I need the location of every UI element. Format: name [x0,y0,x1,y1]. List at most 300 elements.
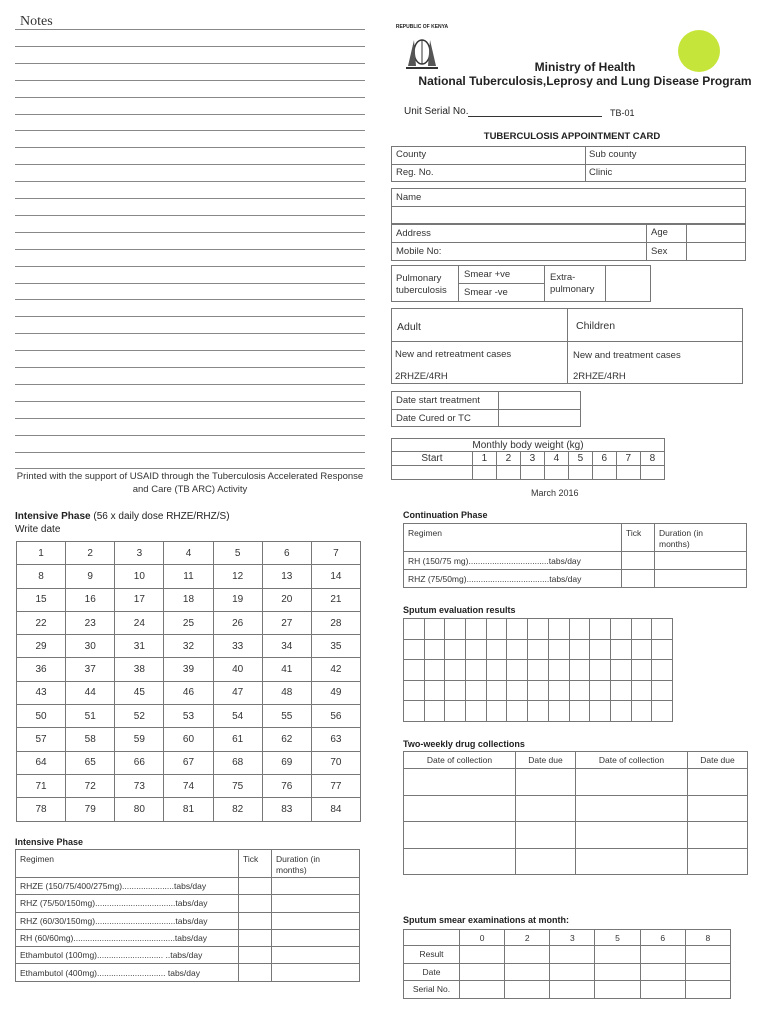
cont-regimen-name: RH (150/75 mg)..................................tabs/day [404,552,622,570]
weight-value-cell[interactable] [544,466,568,480]
mobile-field[interactable]: Mobile No: [396,246,442,257]
dose-day-cell[interactable]: 60 [164,728,213,751]
dose-day-cell[interactable]: 77 [311,774,360,797]
name-field[interactable]: Name [396,192,422,203]
dose-day-cell[interactable]: 59 [115,728,164,751]
sputum-cell[interactable] [569,639,590,660]
dose-day-cell[interactable]: 71 [17,774,66,797]
clinic-field[interactable]: Clinic [589,167,613,178]
regimen-tick-cell[interactable] [239,929,272,946]
note-line[interactable] [15,333,365,334]
dose-day-cell[interactable]: 73 [115,774,164,797]
dose-day-cell[interactable]: 45 [115,681,164,704]
sputum-cell[interactable] [569,680,590,701]
intensive-regimen-title: Intensive Phase [15,837,84,847]
printed-note [10,470,370,496]
smear-row-label: Result [404,946,460,964]
intensive-regimen-row [16,947,360,964]
drug-cell[interactable] [404,769,516,796]
drug-row [404,769,748,796]
sputum-cell[interactable] [445,701,466,722]
smear-cell[interactable] [685,946,730,964]
extra-pulmonary-option[interactable]: Extra- pulmonary [550,272,595,295]
dose-day-cell[interactable]: 65 [66,751,115,774]
dose-day-cell[interactable]: 42 [311,658,360,681]
regimen-duration-cell[interactable] [272,878,360,895]
weight-month-1: 1 [472,452,496,466]
sputum-cell[interactable] [590,639,611,660]
regimen-name: RH (60/60mg)...........................................tabs/day [16,929,239,946]
dose-day-cell[interactable]: 81 [164,798,213,821]
drug-cell[interactable] [575,822,687,849]
regimen-name: RHZE (150/75/400/275mg)......................tabs/day [16,878,239,895]
regimen-duration-cell[interactable] [272,895,360,912]
sputum-row [404,660,673,681]
sputum-cell[interactable] [569,619,590,640]
dose-day-cell[interactable]: 2 [66,542,115,565]
cont-tick-cell[interactable] [622,552,655,570]
sputum-cell[interactable] [590,701,611,722]
regimen-duration-cell[interactable] [272,947,360,964]
sputum-cell[interactable] [548,619,569,640]
drug-cell[interactable] [404,795,516,822]
weight-month-5: 5 [568,452,592,466]
sputum-cell[interactable] [486,619,507,640]
sputum-cell[interactable] [466,701,487,722]
dose-day-cell[interactable]: 25 [164,611,213,634]
note-line[interactable] [15,147,365,148]
smear-positive-option[interactable]: Smear +ve [464,269,511,280]
dose-day-cell[interactable]: 15 [17,588,66,611]
smear-cell[interactable] [550,946,595,964]
regimen-tick-cell[interactable] [239,878,272,895]
sputum-cell[interactable] [610,660,631,681]
sputum-cell[interactable] [424,639,445,660]
children-regimen[interactable]: 2RHZE/4RH [573,371,626,382]
smear-cell[interactable] [505,946,550,964]
sputum-cell[interactable] [652,680,673,701]
cont-col-tick: Tick [622,524,655,552]
dose-day-cell[interactable]: 66 [115,751,164,774]
smear-exam-table [403,929,731,999]
dose-day-cell[interactable]: 21 [311,588,360,611]
dose-day-cell[interactable]: 53 [164,705,213,728]
dose-day-cell[interactable]: 70 [311,751,360,774]
cont-tick-cell[interactable] [622,570,655,588]
drug-cell[interactable] [515,769,575,796]
smear-month-6: 6 [640,930,685,946]
dose-day-cell[interactable]: 72 [66,774,115,797]
dose-day-cell[interactable]: 82 [213,798,262,821]
sputum-cell[interactable] [486,660,507,681]
smear-cell[interactable] [595,981,640,999]
regimen-name: Ethambutol (400mg)............................. tabs/day [16,964,239,981]
dose-day-cell[interactable]: 43 [17,681,66,704]
dose-day-cell[interactable]: 13 [262,565,311,588]
sputum-cell[interactable] [445,619,466,640]
smear-cell[interactable] [550,981,595,999]
dose-row [17,542,361,565]
county-field[interactable]: County [396,149,427,160]
note-line[interactable] [15,418,365,419]
note-line[interactable] [15,299,365,300]
sputum-cell[interactable] [528,680,549,701]
dose-day-cell[interactable]: 11 [164,565,213,588]
sputum-cell[interactable] [486,680,507,701]
dose-day-cell[interactable]: 17 [115,588,164,611]
printed-note-line1: Printed with the support of USAID through the Tuberculosis Accelerated Response [16,471,364,482]
smear-cell[interactable] [640,981,685,999]
sputum-cell[interactable] [590,680,611,701]
note-line[interactable] [15,266,365,267]
drug-cell[interactable] [687,769,747,796]
adult-cases: New and retreatment cases [395,349,512,360]
dose-day-cell[interactable]: 39 [164,658,213,681]
sputum-cell[interactable] [466,639,487,660]
dose-day-cell[interactable]: 56 [311,705,360,728]
sputum-cell[interactable] [590,619,611,640]
dose-day-cell[interactable]: 48 [262,681,311,704]
sputum-cell[interactable] [631,639,652,660]
sputum-cell[interactable] [404,660,425,681]
sputum-cell[interactable] [424,680,445,701]
sputum-cell[interactable] [507,660,528,681]
note-line[interactable] [15,435,365,436]
sputum-cell[interactable] [404,701,425,722]
note-line[interactable] [15,452,365,453]
drug-cell[interactable] [687,848,747,875]
dose-day-cell[interactable]: 14 [311,565,360,588]
dose-day-cell[interactable]: 28 [311,611,360,634]
dose-day-cell[interactable]: 84 [311,798,360,821]
dose-row [17,635,361,658]
sputum-cell[interactable] [631,680,652,701]
dose-day-cell[interactable]: 61 [213,728,262,751]
note-line[interactable] [15,316,365,317]
dose-day-cell[interactable]: 27 [262,611,311,634]
dose-day-cell[interactable]: 54 [213,705,262,728]
dose-day-cell[interactable]: 20 [262,588,311,611]
program-name: National Tuberculosis,Leprosy and Lung Disease Program [418,74,752,88]
sputum-cell[interactable] [486,701,507,722]
regimen-duration-cell[interactable] [272,964,360,981]
adult-label: Adult [397,321,421,333]
weight-start-cell[interactable]: Start [392,452,473,466]
cont-duration-cell[interactable] [655,552,747,570]
regimen-tick-cell[interactable] [239,947,272,964]
dose-day-cell[interactable]: 69 [262,751,311,774]
continuation-table [403,523,747,588]
drug-cell[interactable] [515,848,575,875]
cont-col-duration: Duration (in months) [655,524,747,552]
weight-value-cell[interactable] [640,466,664,480]
sputum-row [404,701,673,722]
sputum-cell[interactable] [528,619,549,640]
smear-cell[interactable] [640,946,685,964]
note-line[interactable] [15,114,365,115]
dose-day-cell[interactable]: 41 [262,658,311,681]
adult-regimen[interactable]: 2RHZE/4RH [395,371,448,382]
dose-day-cell[interactable]: 40 [213,658,262,681]
smear-cell[interactable] [640,963,685,981]
reg-no-field[interactable]: Reg. No. [396,167,434,178]
sputum-cell[interactable] [652,660,673,681]
dose-day-cell[interactable]: 49 [311,681,360,704]
weight-value-cell[interactable] [472,466,496,480]
printed-note-line2: and Care (TB ARC) Activity [132,484,248,495]
dose-day-cell[interactable]: 22 [17,611,66,634]
smear-row [404,946,731,964]
smear-negative-option[interactable]: Smear -ve [464,287,508,298]
dose-day-cell[interactable]: 16 [66,588,115,611]
sputum-cell[interactable] [528,701,549,722]
dose-day-cell[interactable]: 57 [17,728,66,751]
dose-day-cell[interactable]: 68 [213,751,262,774]
dose-day-cell[interactable]: 5 [213,542,262,565]
note-line[interactable] [15,249,365,250]
dose-day-cell[interactable]: 67 [164,751,213,774]
dose-day-cell[interactable]: 4 [164,542,213,565]
smear-cell[interactable] [460,946,505,964]
address-field[interactable]: Address [396,228,431,239]
note-line[interactable] [15,63,365,64]
dose-day-cell[interactable]: 58 [66,728,115,751]
intensive-regimen-row [16,929,360,946]
sputum-cell[interactable] [466,619,487,640]
regimen-duration-cell[interactable] [272,912,360,929]
sputum-cell[interactable] [610,680,631,701]
sputum-cell[interactable] [507,701,528,722]
intensive-regimen-row [16,912,360,929]
drug-cell[interactable] [575,769,687,796]
sputum-cell[interactable] [507,680,528,701]
dose-day-cell[interactable]: 29 [17,635,66,658]
dose-day-cell[interactable]: 8 [17,565,66,588]
sputum-row [404,619,673,640]
date-start-field[interactable]: Date start treatment [396,395,480,406]
note-line[interactable] [15,97,365,98]
sputum-cell[interactable] [548,660,569,681]
pulmonary-label: Pulmonary tuberculosis [396,273,447,296]
dose-day-cell[interactable]: 9 [66,565,115,588]
dose-day-cell[interactable]: 37 [66,658,115,681]
sputum-cell[interactable] [445,680,466,701]
sputum-cell[interactable] [631,701,652,722]
sputum-cell[interactable] [652,619,673,640]
drug-collections-title: Two-weekly drug collections [403,739,525,749]
sputum-cell[interactable] [507,619,528,640]
sputum-cell[interactable] [404,619,425,640]
sputum-cell[interactable] [631,660,652,681]
sputum-cell[interactable] [404,680,425,701]
note-line[interactable] [15,46,365,47]
sex-field[interactable]: Sex [651,246,668,257]
weight-value-cell[interactable] [496,466,520,480]
note-line[interactable] [15,215,365,216]
dose-day-cell[interactable]: 80 [115,798,164,821]
cont-duration-cell[interactable] [655,570,747,588]
weight-value-cell[interactable] [616,466,640,480]
dose-day-cell[interactable]: 6 [262,542,311,565]
drug-cell[interactable] [687,822,747,849]
drug-cell[interactable] [687,795,747,822]
notes-title: Notes [20,14,53,29]
sputum-cell[interactable] [466,660,487,681]
dose-day-cell[interactable]: 50 [17,705,66,728]
dose-row [17,705,361,728]
sputum-cell[interactable] [528,660,549,681]
dose-day-cell[interactable]: 10 [115,565,164,588]
note-line[interactable] [15,384,365,385]
dose-day-cell[interactable]: 19 [213,588,262,611]
weight-value-cell[interactable] [392,466,473,480]
dose-day-cell[interactable]: 24 [115,611,164,634]
dose-day-cell[interactable]: 7 [311,542,360,565]
smear-cell[interactable] [460,963,505,981]
dose-day-cell[interactable]: 26 [213,611,262,634]
sputum-cell[interactable] [590,660,611,681]
dose-day-cell[interactable]: 63 [311,728,360,751]
smear-cell[interactable] [460,981,505,999]
drug-cell[interactable] [575,795,687,822]
drug-col-header: Date due [515,752,575,769]
sputum-cell[interactable] [445,639,466,660]
intensive-regimen-row [16,895,360,912]
dose-day-cell[interactable]: 1 [17,542,66,565]
sputum-cell[interactable] [569,660,590,681]
sputum-cell[interactable] [610,619,631,640]
drug-cell[interactable] [404,848,516,875]
dose-day-cell[interactable]: 12 [213,565,262,588]
dose-day-cell[interactable]: 51 [66,705,115,728]
regimen-name: RHZ (60/30/150mg)..................................tabs/day [16,912,239,929]
dose-day-cell[interactable]: 83 [262,798,311,821]
children-label: Children [576,320,616,332]
dose-day-cell[interactable]: 33 [213,635,262,658]
sputum-cell[interactable] [569,701,590,722]
dose-day-cell[interactable]: 46 [164,681,213,704]
sputum-cell[interactable] [466,680,487,701]
dose-day-cell[interactable]: 78 [17,798,66,821]
sputum-cell[interactable] [548,701,569,722]
smear-cell[interactable] [505,963,550,981]
dose-day-cell[interactable]: 62 [262,728,311,751]
date-cured-field[interactable]: Date Cured or TC [396,413,471,424]
dose-row [17,728,361,751]
dose-day-cell[interactable]: 34 [262,635,311,658]
dose-day-cell[interactable]: 35 [311,635,360,658]
regimen-name: Ethambutol (100mg)............................ ..tabs/day [16,947,239,964]
dose-day-cell[interactable]: 64 [17,751,66,774]
dose-day-cell[interactable]: 3 [115,542,164,565]
continuation-row [404,552,747,570]
sputum-cell[interactable] [404,639,425,660]
dose-day-cell[interactable]: 30 [66,635,115,658]
weight-value-cell[interactable] [520,466,544,480]
note-line[interactable] [15,367,365,368]
drug-col-header: Date of collection [404,752,516,769]
col-tick: Tick [239,850,272,878]
age-field[interactable]: Age [651,227,668,238]
cont-regimen-name: RHZ (75/50mg)...................................tabs/day [404,570,622,588]
note-line[interactable] [15,29,365,30]
sub-county-field[interactable]: Sub county [589,149,637,160]
weight-value-cell[interactable] [592,466,616,480]
serial-input-line[interactable] [468,116,602,117]
daily-dose-table [16,541,361,822]
sputum-eval-grid [403,618,673,722]
regimen-tick-cell[interactable] [239,964,272,981]
sputum-cell[interactable] [610,639,631,660]
note-line[interactable] [15,80,365,81]
dose-day-cell[interactable]: 31 [115,635,164,658]
sputum-cell[interactable] [507,639,528,660]
note-line[interactable] [15,164,365,165]
dose-row [17,611,361,634]
dose-row [17,588,361,611]
regimen-tick-cell[interactable] [239,895,272,912]
smear-cell[interactable] [505,981,550,999]
dose-day-cell[interactable]: 32 [164,635,213,658]
dose-day-cell[interactable]: 47 [213,681,262,704]
sputum-cell[interactable] [548,680,569,701]
sputum-cell[interactable] [528,639,549,660]
sputum-cell[interactable] [445,660,466,681]
regimen-duration-cell[interactable] [272,929,360,946]
sputum-cell[interactable] [486,639,507,660]
dose-day-cell[interactable]: 38 [115,658,164,681]
note-line[interactable] [15,181,365,182]
sputum-cell[interactable] [424,701,445,722]
drug-cell[interactable] [515,795,575,822]
drug-cell[interactable] [515,822,575,849]
smear-cell[interactable] [550,963,595,981]
note-line[interactable] [15,130,365,131]
sputum-cell[interactable] [610,701,631,722]
sputum-cell[interactable] [548,639,569,660]
note-line[interactable] [15,283,365,284]
dose-day-cell[interactable]: 44 [66,681,115,704]
dose-day-cell[interactable]: 23 [66,611,115,634]
drug-cell[interactable] [575,848,687,875]
sputum-cell[interactable] [652,701,673,722]
smear-cell[interactable] [685,963,730,981]
note-line[interactable] [15,350,365,351]
sputum-cell[interactable] [631,619,652,640]
dose-day-cell[interactable]: 76 [262,774,311,797]
sputum-cell[interactable] [424,660,445,681]
sputum-cell[interactable] [424,619,445,640]
note-line[interactable] [15,232,365,233]
dose-day-cell[interactable]: 55 [262,705,311,728]
smear-cell[interactable] [595,946,640,964]
smear-cell[interactable] [595,963,640,981]
dose-day-cell[interactable]: 74 [164,774,213,797]
note-line[interactable] [15,401,365,402]
sputum-cell[interactable] [652,639,673,660]
dose-day-cell[interactable]: 75 [213,774,262,797]
weight-value-cell[interactable] [568,466,592,480]
smear-cell[interactable] [685,981,730,999]
drug-cell[interactable] [404,822,516,849]
dose-day-cell[interactable]: 79 [66,798,115,821]
dose-day-cell[interactable]: 18 [164,588,213,611]
regimen-tick-cell[interactable] [239,912,272,929]
dose-day-cell[interactable]: 52 [115,705,164,728]
drug-row [404,848,748,875]
note-line[interactable] [15,198,365,199]
dose-day-cell[interactable]: 36 [17,658,66,681]
